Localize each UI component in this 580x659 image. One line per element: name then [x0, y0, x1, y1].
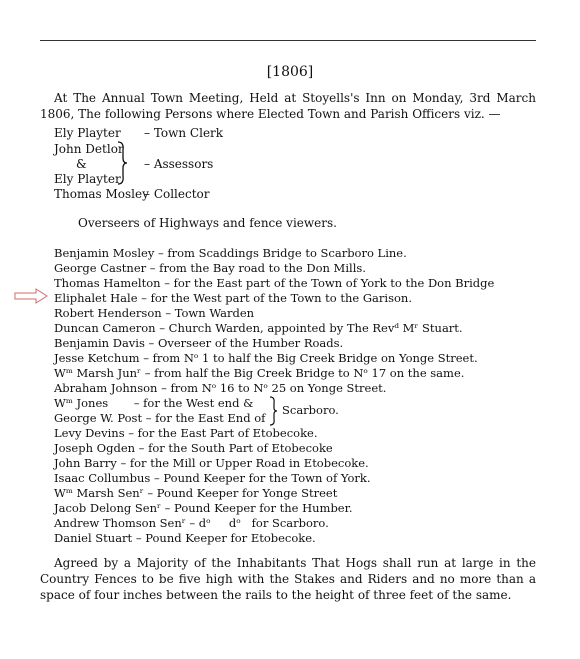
list-item: Eliphalet Hale – for the West part of the Town to the Garison.	[54, 291, 412, 305]
page-year-heading: [1806]	[266, 64, 314, 80]
list-item: George Castner – from the Bay road to the Don Mills.	[54, 261, 366, 275]
list-item: Daniel Stuart – Pound Keeper for Etobecoke.	[54, 531, 316, 545]
list-item: John Barry – for the Mill or Upper Road in Etobecoke.	[54, 456, 369, 470]
scarboro-label: Scarboro.	[282, 403, 339, 417]
list-item: Isaac Collumbus – Pound Keeper for the Town of York.	[54, 471, 371, 485]
list-item: Wᵐ Marsh Senʳ – Pound Keeper for Yonge Street	[54, 486, 338, 500]
overseers-heading: Overseers of Highways and fence viewers.	[78, 216, 337, 230]
intro-paragraph: At The Annual Town Meeting, Held at Stoyells's Inn on Monday, 3rd March 1806, The following Persons where Elected Town and Parish Officers viz. —	[40, 91, 536, 121]
officer-assessor-1: John Detlor	[54, 142, 124, 156]
list-item: Benjamin Davis – Overseer of the Humber Roads.	[54, 336, 344, 350]
list-item: Abraham Johnson – from Nᵒ 16 to Nᵒ 25 on Yonge Street.	[54, 381, 387, 395]
list-item: Thomas Hamelton – for the East part of the Town of York to the Don Bridge	[54, 276, 495, 290]
list-item: Robert Henderson – Town Warden	[54, 306, 255, 320]
officer-clerk-role: – Town Clerk	[144, 126, 224, 140]
officer-assessor-amp: &	[76, 157, 87, 171]
list-item: Andrew Thomson Senʳ – dᵒ dᵒ for Scarboro.	[54, 516, 329, 530]
closing-paragraph: Agreed by a Majority of the Inhabitants That Hogs shall run at large in the Country Fences to be five high with the Stakes and Riders and no more than a space of four inches between the rails to the height of three feet of the same.	[40, 556, 536, 602]
list-item: Jesse Ketchum – from Nᵒ 1 to half the Big Creek Bridge on Yonge Street.	[54, 351, 478, 365]
list-item: George W. Post – for the East End of	[54, 411, 266, 425]
arrow-right-icon	[14, 288, 48, 304]
officer-assessors-role: – Assessors	[144, 157, 214, 171]
list-item: Levy Devins – for the East Part of Etobecoke.	[54, 426, 318, 440]
scarboro-brace	[268, 396, 278, 426]
top-rule	[40, 40, 536, 41]
list-item: Benjamin Mosley – from Scaddings Bridge to Scarboro Line.	[54, 246, 407, 260]
list-item: Duncan Cameron – Church Warden, appointed by The Revᵈ Mʳ Stuart.	[54, 321, 463, 335]
list-item: Jacob Delong Senʳ – Pound Keeper for the Humber.	[54, 501, 353, 515]
officer-clerk-name: Ely Playter	[54, 126, 121, 140]
officer-collector-role: – Collector	[144, 187, 210, 201]
officer-assessor-2: Ely Playter	[54, 172, 121, 186]
list-item: Joseph Ogden – for the South Part of Etobecoke	[54, 441, 333, 455]
assessors-brace	[116, 140, 128, 186]
list-item: Wᵐ Marsh Junʳ – from half the Big Creek Bridge to Nᵒ 17 on the same.	[54, 366, 465, 380]
list-item: Wᵐ Jones – for the West end &	[54, 396, 254, 410]
officer-collector-name: Thomas Mosley	[54, 187, 149, 201]
